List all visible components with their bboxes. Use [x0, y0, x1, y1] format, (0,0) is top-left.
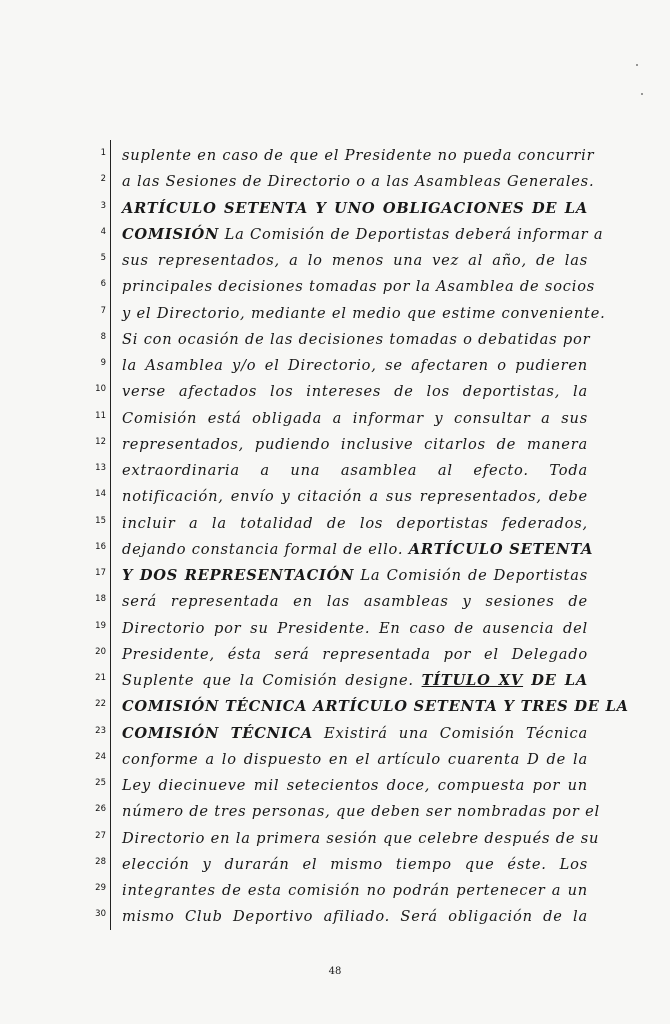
line-number: 22 [95, 699, 106, 710]
text-line [122, 670, 588, 692]
body-text: Ley diecinueve mil setecientos doce, compuesta por un [122, 777, 588, 794]
line-number: 14 [95, 489, 106, 500]
text-line [122, 486, 588, 508]
scan-speck [636, 64, 638, 66]
body-text: dejando constancia formal de ello. [122, 540, 409, 558]
body-text: Comisión está obligada a informar y consultar a sus [122, 409, 588, 427]
text-line [122, 460, 588, 482]
bold-heading-text: Y DOS REPRESENTACIÓN [122, 567, 355, 584]
line-number: 13 [95, 463, 106, 473]
line-number: 29 [95, 883, 106, 893]
page-number: 48 [328, 966, 342, 977]
line-number: 30 [95, 909, 106, 920]
text-line [122, 906, 588, 928]
margin-rule [110, 140, 111, 930]
bold-heading-text: ARTÍCULO SETENTA [408, 540, 594, 558]
bold-heading-text: ARTÍCULO SETENTA Y UNO OBLIGACIONES DE LA [122, 199, 588, 217]
body-text: a las Sesiones de Directorio o a las Asambleas Generales. [122, 173, 595, 191]
body-text: elección y durarán el mismo tiempo que éste. Los [122, 855, 588, 873]
scan-speck [641, 93, 643, 95]
line-number: 6 [100, 279, 106, 290]
body-text: Presidente, ésta será representada por el Delegado [122, 645, 588, 663]
text-line [122, 434, 588, 456]
text-line [122, 513, 588, 535]
text-line [122, 801, 601, 823]
line-number: 15 [95, 515, 106, 526]
text-line [122, 854, 588, 876]
line-number: 10 [95, 384, 106, 395]
text-line [122, 224, 604, 246]
line-number: 12 [95, 436, 106, 447]
text-line [122, 171, 595, 193]
line-number: 19 [95, 620, 106, 631]
body-text: verse afectados los intereses de los deportistas, la [122, 383, 588, 401]
body-text: Directorio en la primera sesión que celebre después de su [122, 829, 600, 847]
line-number: 4 [100, 226, 106, 237]
body-text: Directorio por su Presidente. En caso de ausencia del [122, 619, 588, 637]
text-line [122, 591, 588, 613]
text-line [122, 250, 588, 272]
body-text: mismo Club Deportivo afiliado. Será obligación de la [122, 908, 588, 926]
line-number: 17 [95, 568, 106, 578]
text-line [122, 408, 588, 430]
line-number: 26 [95, 804, 106, 815]
body-text: incluir a la totalidad de los deportistas federados, [122, 514, 588, 532]
text-line [122, 303, 606, 325]
text-line [122, 565, 588, 587]
text-line [122, 828, 600, 850]
body-text: La Comisión de Deportistas [354, 567, 588, 584]
text-line [122, 775, 588, 797]
body-text: Suplente que la Comisión designe. [122, 672, 422, 689]
bold-heading-text: TÍTULO XV [421, 672, 524, 689]
body-text: notificación, envío y citación a sus representados, debe [122, 488, 588, 506]
line-number: 2 [100, 174, 106, 185]
body-text: suplente en caso de que el Presidente no pueda concurrir [122, 147, 595, 164]
bold-heading-text: COMISIÓN TÉCNICA ARTÍCULO SETENTA Y TRES DE LA [122, 698, 629, 716]
body-text: extraordinaria a una asamblea al efecto. Toda [122, 462, 588, 479]
text-line [122, 749, 588, 771]
text-line [122, 145, 595, 167]
line-number: 16 [95, 541, 106, 552]
line-number: 5 [100, 253, 106, 263]
text-line [122, 329, 591, 351]
text-line [122, 723, 588, 745]
body-text: principales decisiones tomadas por la Asamblea de socios [122, 278, 596, 296]
line-number: 28 [95, 856, 106, 867]
bold-heading-text: COMISIÓN [122, 225, 220, 243]
line-number: 20 [95, 646, 106, 657]
body-text: conforme a lo dispuesto en el artículo cuarenta D de la [122, 750, 588, 768]
text-line [122, 355, 588, 377]
line-number: 3 [100, 200, 106, 211]
body-text: la Asamblea y/o el Directorio, se afectaren o pudieren [122, 357, 588, 374]
body-text: Existirá una Comisión Técnica [312, 724, 588, 742]
line-number: 7 [100, 305, 106, 316]
line-number: 24 [95, 751, 106, 762]
text-line [122, 644, 588, 666]
text-line [122, 539, 594, 561]
body-text: La Comisión de Deportistas deberá informar a [219, 225, 604, 243]
line-number: 8 [100, 331, 106, 342]
line-number: 18 [95, 594, 106, 605]
line-number: 23 [95, 725, 106, 736]
text-line [122, 696, 629, 718]
body-text: número de tres personas, que deben ser nombradas por el [122, 803, 601, 821]
line-number: 21 [95, 673, 106, 683]
bold-heading-text: COMISIÓN TÉCNICA [122, 724, 313, 742]
text-line [122, 618, 588, 640]
text-line [122, 381, 588, 403]
body-text: será representada en las asambleas y sesiones de [122, 593, 588, 611]
bold-heading-text: DE LA [523, 672, 588, 689]
line-number: 1 [100, 148, 106, 158]
body-text: sus representados, a lo menos una vez al año, de las [122, 252, 588, 269]
body-text: Si con ocasión de las decisiones tomadas o debatidas por [122, 330, 591, 348]
line-number: 11 [95, 410, 106, 421]
line-number: 25 [95, 778, 106, 788]
body-text: integrantes de esta comisión no podrán pertenecer a un [122, 882, 588, 899]
text-line [122, 198, 588, 220]
line-number: 27 [95, 830, 106, 841]
body-text: representados, pudiendo inclusive citarlos de manera [122, 435, 588, 453]
text-line [122, 276, 596, 298]
line-number: 9 [100, 358, 106, 368]
body-text: y el Directorio, mediante el medio que estime conveniente. [122, 304, 606, 322]
text-line [122, 880, 588, 902]
